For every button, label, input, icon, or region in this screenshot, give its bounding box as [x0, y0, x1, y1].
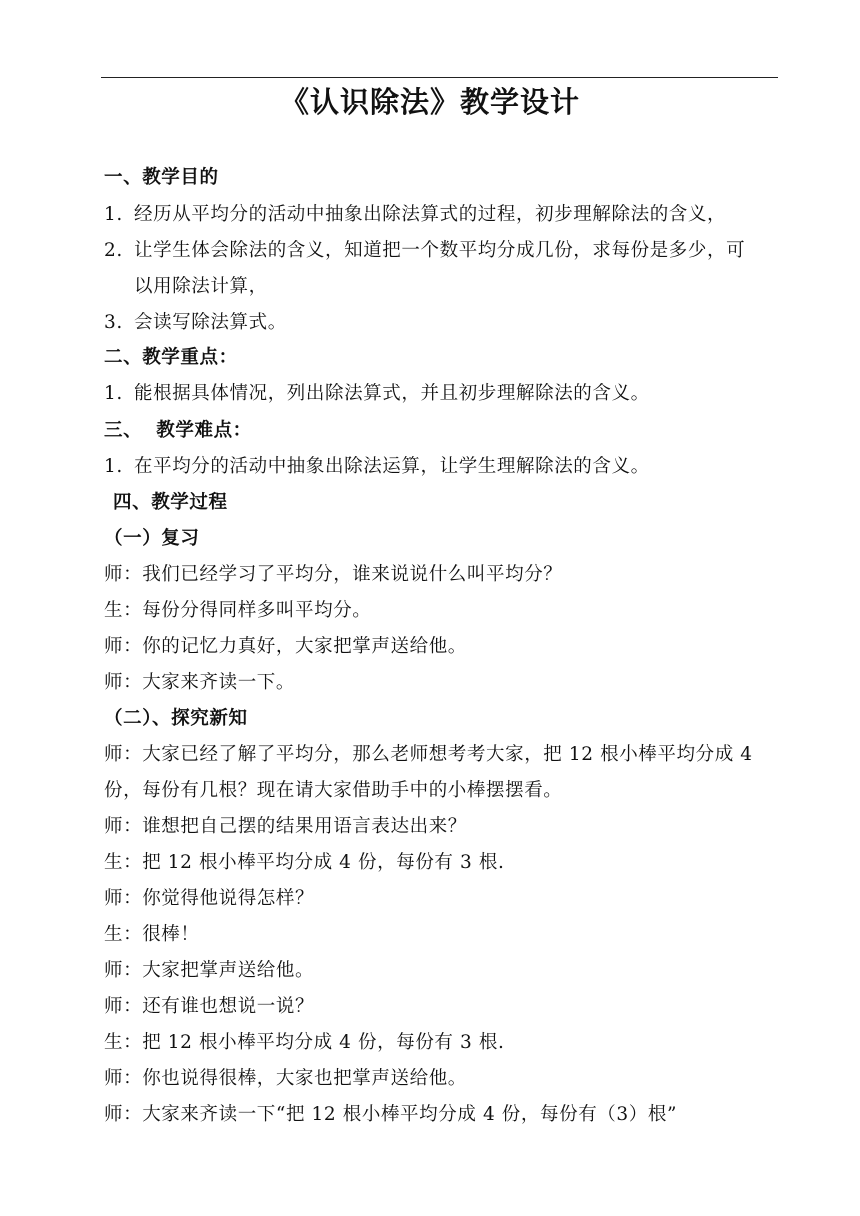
goal-item: 3. 会读写除法算式。: [104, 312, 287, 333]
goals-heading: 一、教学目的: [104, 167, 219, 188]
goal-item: 1. 经历从平均分的活动中抽象出除法算式的过程，初步理解除法的含义，: [104, 204, 727, 225]
goal-item-continued: 以用除法计算，: [134, 276, 268, 297]
dialogue-line: 生：每份分得同样多叫平均分。: [104, 600, 372, 621]
difficult-points-heading: 三、 教学难点：: [104, 420, 252, 441]
dialogue-line: 生：很棒！: [104, 924, 200, 945]
document-title: 《认识除法》教学设计: [279, 85, 580, 119]
dialogue-line: 师：还有谁也想说一说？: [104, 996, 315, 1017]
dialogue-line: 师：我们已经学习了平均分，谁来说说什么叫平均分？: [104, 564, 563, 585]
dialogue-line: 师：你的记忆力真好，大家把掌声送给他。: [104, 636, 467, 657]
review-heading: （一）复习: [104, 528, 200, 549]
dialogue-line: 师：大家来齐读一下“把 12 根小棒平均分成 4 份，每份有（3）根”: [104, 1104, 678, 1125]
dialogue-line: 生：把 12 根小棒平均分成 4 份，每份有 3 根.: [104, 1032, 505, 1053]
difficult-point-item: 1. 在平均分的活动中抽象出除法运算，让学生理解除法的含义。: [104, 456, 650, 477]
key-points-heading: 二、教学重点：: [104, 347, 238, 368]
dialogue-line: 生：把 12 根小棒平均分成 4 份，每份有 3 根.: [104, 852, 505, 873]
dialogue-line: 师：大家把掌声送给他。: [104, 960, 315, 981]
goal-item: 2. 让学生体会除法的含义，知道把一个数平均分成几份，求每份是多少，可: [104, 240, 746, 261]
dialogue-line: 师：大家已经了解了平均分，那么老师想考考大家，把 12 根小棒平均分成 4: [104, 744, 753, 765]
dialogue-line: 师：谁想把自己摆的结果用语言表达出来？: [104, 816, 467, 837]
key-point-item: 1. 能根据具体情况，列出除法算式，并且初步理解除法的含义。: [104, 383, 650, 404]
process-heading: 四、教学过程: [113, 492, 228, 513]
dialogue-line-continued: 份，每份有几根？现在请大家借助手中的小棒摆摆看。: [104, 780, 563, 801]
header-rule: [101, 77, 778, 78]
dialogue-line: 师：大家来齐读一下。: [104, 672, 296, 693]
dialogue-line: 师：你也说得很棒，大家也把掌声送给他。: [104, 1068, 467, 1089]
explore-heading: （二）、探究新知: [104, 708, 248, 729]
dialogue-line: 师：你觉得他说得怎样？: [104, 888, 315, 909]
